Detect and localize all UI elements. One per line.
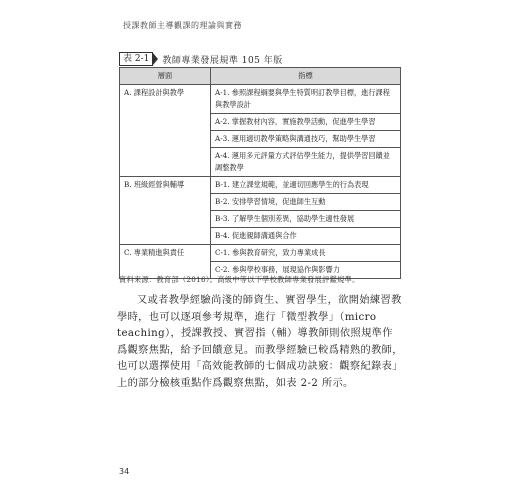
column-header-level: 層面 <box>120 68 211 85</box>
page-number: 34 <box>119 467 130 476</box>
table-number: 表 2-1 <box>119 52 153 66</box>
table-row <box>120 85 401 114</box>
table-row <box>120 177 401 194</box>
indicator-cell: B-1. 建立課堂規範，並適切回應學生的行為表現 <box>211 177 401 194</box>
indicator-cell: A-4. 運用多元評量方式評估學生能力，提供學習回饋並調整教學 <box>211 148 401 177</box>
standards-table <box>119 67 401 279</box>
indicator-cell: A-3. 運用適切教學策略與溝通技巧，幫助學生學習 <box>211 131 401 148</box>
indicator-cell: B-2. 安排學習情境，促進師生互動 <box>211 194 401 211</box>
level-cell-c: C. 專業精進與責任 <box>120 245 211 279</box>
indicator-cell: A-2. 掌握教材內容，實施教學活動，促進學生學習 <box>211 114 401 131</box>
indicator-cell: C-2. 參與學校事務，展現協作與影響力 <box>211 262 401 279</box>
running-header: 授課教師主導觀課的理論與實務 <box>123 21 242 30</box>
column-header-indicator: 指標 <box>211 68 401 85</box>
indicator-cell: B-3. 了解學生個別差異，協助學生適性發展 <box>211 211 401 228</box>
level-cell-b: B. 班級經營與輔導 <box>120 177 211 245</box>
source-note: 資料來源：教育部（2016）。高級中等以下學校教師專業發展評鑑規準。 <box>119 275 360 284</box>
table-row <box>120 245 401 262</box>
body-paragraph: 又或者教學經驗尚淺的師資生、實習學生，欲開始練習教學時，也可以逐項參考規準，進行「微型教學」（micro teaching），授課教授、實習指（輔）導教師則依照規準作爲觀察焦點，給予回饋意見。而教學經驗已較爲精熟的教師，也可以選擇使用「高效能教師的七個成功訣竅：觀察紀錄表」上的部分檢核重點作爲觀察焦點，如表 2-2 所示。 <box>117 295 403 389</box>
indicator-cell: C-1. 參與教育研究，致力專業成長 <box>211 245 401 262</box>
indicator-cell: A-1. 參照課程綱要與學生特質明訂教學目標，進行課程與教學設計 <box>211 85 401 114</box>
table-caption <box>119 52 283 66</box>
table-header-row <box>120 68 401 85</box>
level-cell-a: A. 課程設計與教學 <box>120 85 211 177</box>
indicator-cell: B-4. 促進親師溝通與合作 <box>211 228 401 245</box>
table-title: 教師專業發展規準 105 年版 <box>162 55 283 66</box>
caption-arrow-icon <box>153 53 158 65</box>
